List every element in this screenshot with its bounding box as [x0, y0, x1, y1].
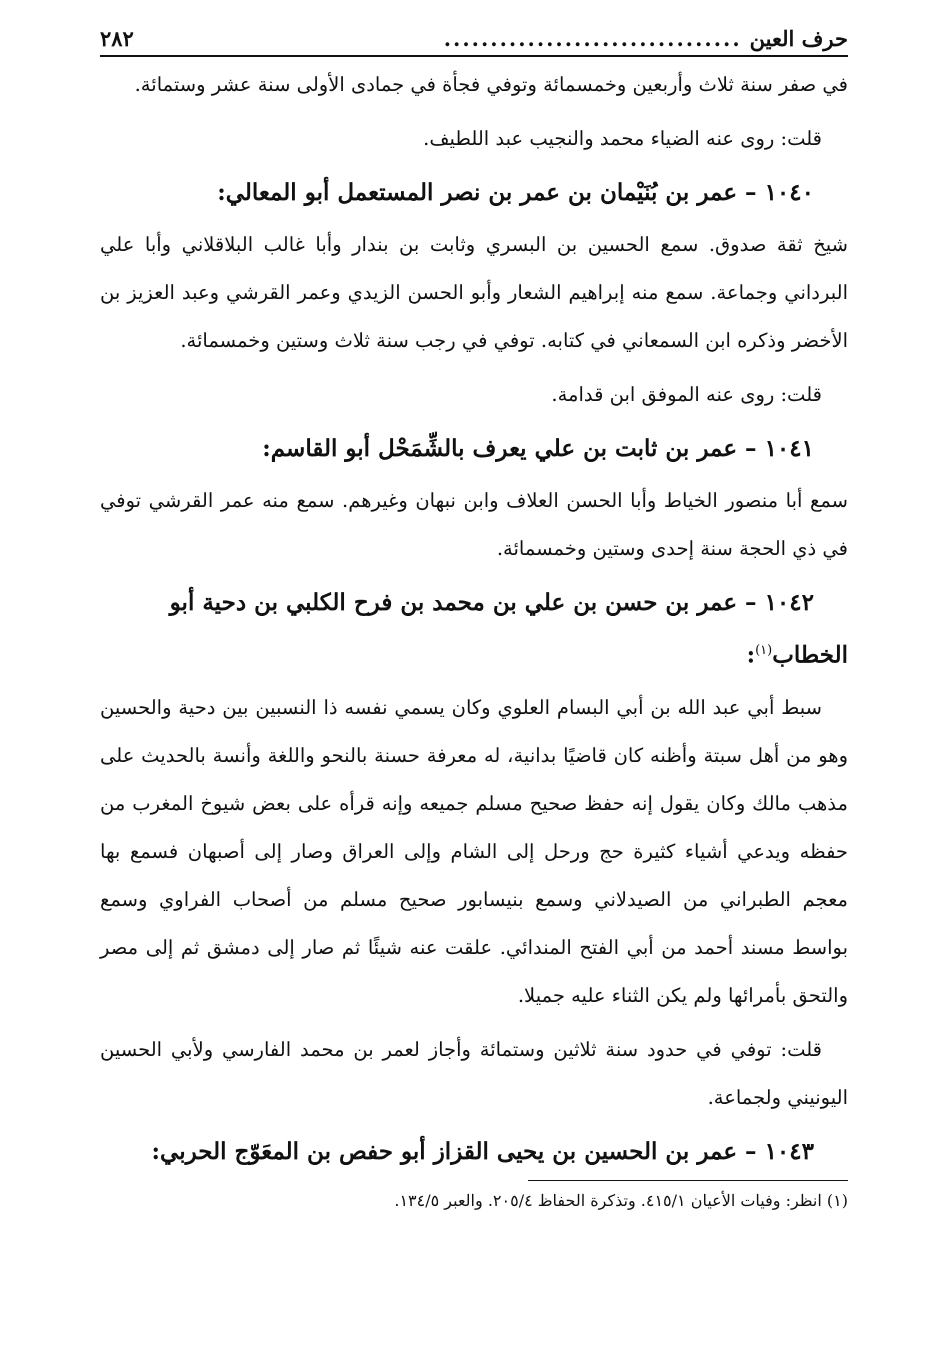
entry-heading-1041: ١٠٤١ – عمر بن ثابت بن علي يعرف بالشِّمَحْل أبو القاسم:	[262, 435, 814, 462]
footnote: (١) انظر: وفيات الأعيان ٤١٥/١. وتذكرة الحفاظ ٢٠٥/٤. والعبر ١٣٤/٥.	[394, 1190, 848, 1210]
running-header	[100, 26, 848, 57]
entry-heading-1043: ١٠٤٣ – عمر بن الحسين بن يحيى القزاز أبو حفص بن المعَوّج الحربي:	[151, 1137, 814, 1165]
section-title: حرف العين	[749, 26, 848, 51]
heading-colon: :	[746, 641, 756, 669]
footnote-ref: (١)	[755, 643, 773, 658]
note-1042: قلت: توفي في حدود سنة ثلاثين وستمائة وأجاز لعمر بن محمد الفارسي ولأبي الحسين اليونيني ولجماعة.	[100, 1037, 848, 1109]
entry-body-1040: شيخ ثقة صدوق. سمع الحسين بن البسري وثابت بن بندار وأبا غالب البلاقلاني وأبا علي البرداني وجماعة. سمع منه إبراهيم الشعار وأبو الحسن الزيدي وعمر القرشي وعبد العزيز بن الأخضر وذكره ابن السمعاني في كتابه. توفي في رجب سنة ثلاث وستين وخمسمائة.	[100, 233, 848, 352]
entry-body-1041: سمع أبا منصور الخياط وأبا الحسن العلاف وابن نبهان وغيرهم. سمع منه عمر القرشي توفي في ذي الحجة سنة إحدى وستين وخمسمائة.	[100, 489, 848, 560]
footnote-rule	[528, 1180, 848, 1181]
note-1039: قلت: روى عنه الضياء محمد والنجيب عبد اللطيف.	[423, 127, 822, 150]
paragraph-continued: في صفر سنة ثلاث وأربعين وخمسمائة وتوفي فجأة في جمادى الأولى سنة عشر وستمائة.	[134, 73, 848, 96]
dot-leader: ................................	[443, 26, 742, 51]
entry-body-1042: سبط أبي عبد الله بن أبي البسام العلوي وكان يسمي نفسه ذا النسبين بين دحية والحسين وهو من أهل سبتة وأظنه كان قاضيًا بدانية، له معرفة حسنة بالنحو واللغة وأنسة بالحديث على مذهب مالك وكان يقول إنه حفظ صحيح مسلم جميعه وإنه قرأه على بعض شيوخ المغرب من حفظه ويدعي أشياء كثيرة حج ورحل إلى الشام وإلى العراق وصار إلى أصبهان فسمع بها معجم الطبراني من الصيدلاني وسمع بنيسابور صحيح مسلم من أصحاب الفراوي وسمع بواسط مسند أحمد من أبي الفتح المندائي. علقت عنه شيئًا ثم صار إلى دمشق ثم إلى مصر والتحق بأمرائها ولم يكن الثناء عليه جميلا.	[100, 695, 848, 1007]
entry-heading-1042	[100, 579, 848, 680]
entry-heading-1042-text: ١٠٤٢ – عمر بن حسن بن علي بن محمد بن فرح الكلبي بن دحية أبو الخطاب	[169, 589, 848, 669]
page-number: ٢٨٢	[100, 26, 134, 51]
entry-heading-1040: ١٠٤٠ – عمر بن بُنَيْمان بن عمر بن نصر المستعمل أبو المعالي:	[217, 179, 814, 206]
note-1040: قلت: روى عنه الموفق ابن قدامة.	[551, 383, 822, 406]
